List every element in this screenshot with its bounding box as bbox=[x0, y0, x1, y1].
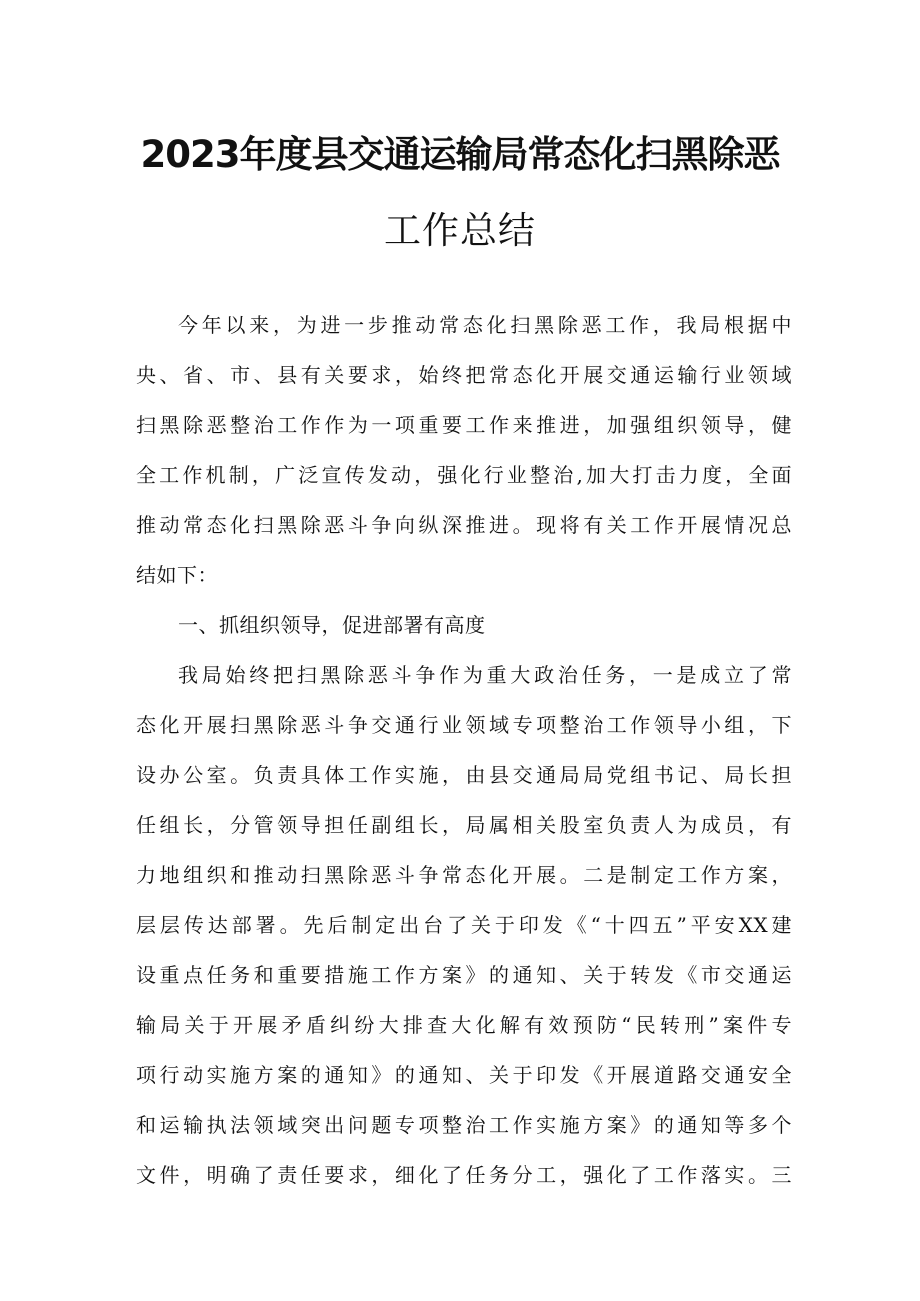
paragraph-line: 全工作机制，广泛宣传发动，强化行业整治,加大打击力度，全面 bbox=[136, 463, 792, 487]
paragraph-line: 输局关于开展矛盾纠纷大排查大化解有效预防“民转刑”案件专 bbox=[136, 1013, 792, 1037]
paragraph-line: 态化开展扫黑除恶斗争交通行业领域专项整治工作领导小组，下 bbox=[136, 713, 792, 737]
paragraph-line: 任组长，分管领导担任副组长，局属相关股室负责人为成员，有 bbox=[136, 813, 792, 837]
paragraph-line: 设重点任务和重要措施工作方案》的通知、关于转发《市交通运 bbox=[136, 963, 792, 987]
paragraph-line: 央、省、市、县有关要求，始终把常态化开展交通运输行业领域 bbox=[136, 363, 792, 387]
paragraph-line: 文件，明确了责任要求，细化了任务分工，强化了工作落实。三 bbox=[136, 1163, 792, 1187]
paragraph-line: 项行动实施方案的通知》的通知、关于印发《开展道路交通安全 bbox=[136, 1063, 792, 1087]
paragraph-line: 推动常态化扫黑除恶斗争向纵深推进。现将有关工作开展情况总 bbox=[136, 513, 792, 537]
paragraph-line: 层层传达部署。先后制定出台了关于印发《“十四五”平安XX建 bbox=[136, 913, 792, 937]
paragraph-line: 设办公室。负责具体工作实施，由县交通局局党组书记、局长担 bbox=[136, 763, 792, 787]
document-title-line-1: 2023年度县交通运输局常态化扫黑除恶 bbox=[140, 133, 780, 176]
paragraph-line: 扫黑除恶整治工作作为一项重要工作来推进，加强组织领导，健 bbox=[136, 413, 792, 437]
paragraph-line: 结如下： bbox=[136, 563, 218, 587]
paragraph-line: 我局始终把扫黑除恶斗争作为重大政治任务，一是成立了常 bbox=[178, 663, 792, 687]
section-heading: 一、抓组织领导，促进部署有高度 bbox=[178, 613, 486, 637]
paragraph-line: 和运输执法领域突出问题专项整治工作实施方案》的通知等多个 bbox=[136, 1113, 792, 1137]
paragraph-line: 力地组织和推动扫黑除恶斗争常态化开展。二是制定工作方案， bbox=[136, 863, 792, 887]
document-title-line-2: 工作总结 bbox=[384, 209, 536, 252]
paragraph-line: 今年以来，为进一步推动常态化扫黑除恶工作，我局根据中 bbox=[178, 313, 792, 337]
